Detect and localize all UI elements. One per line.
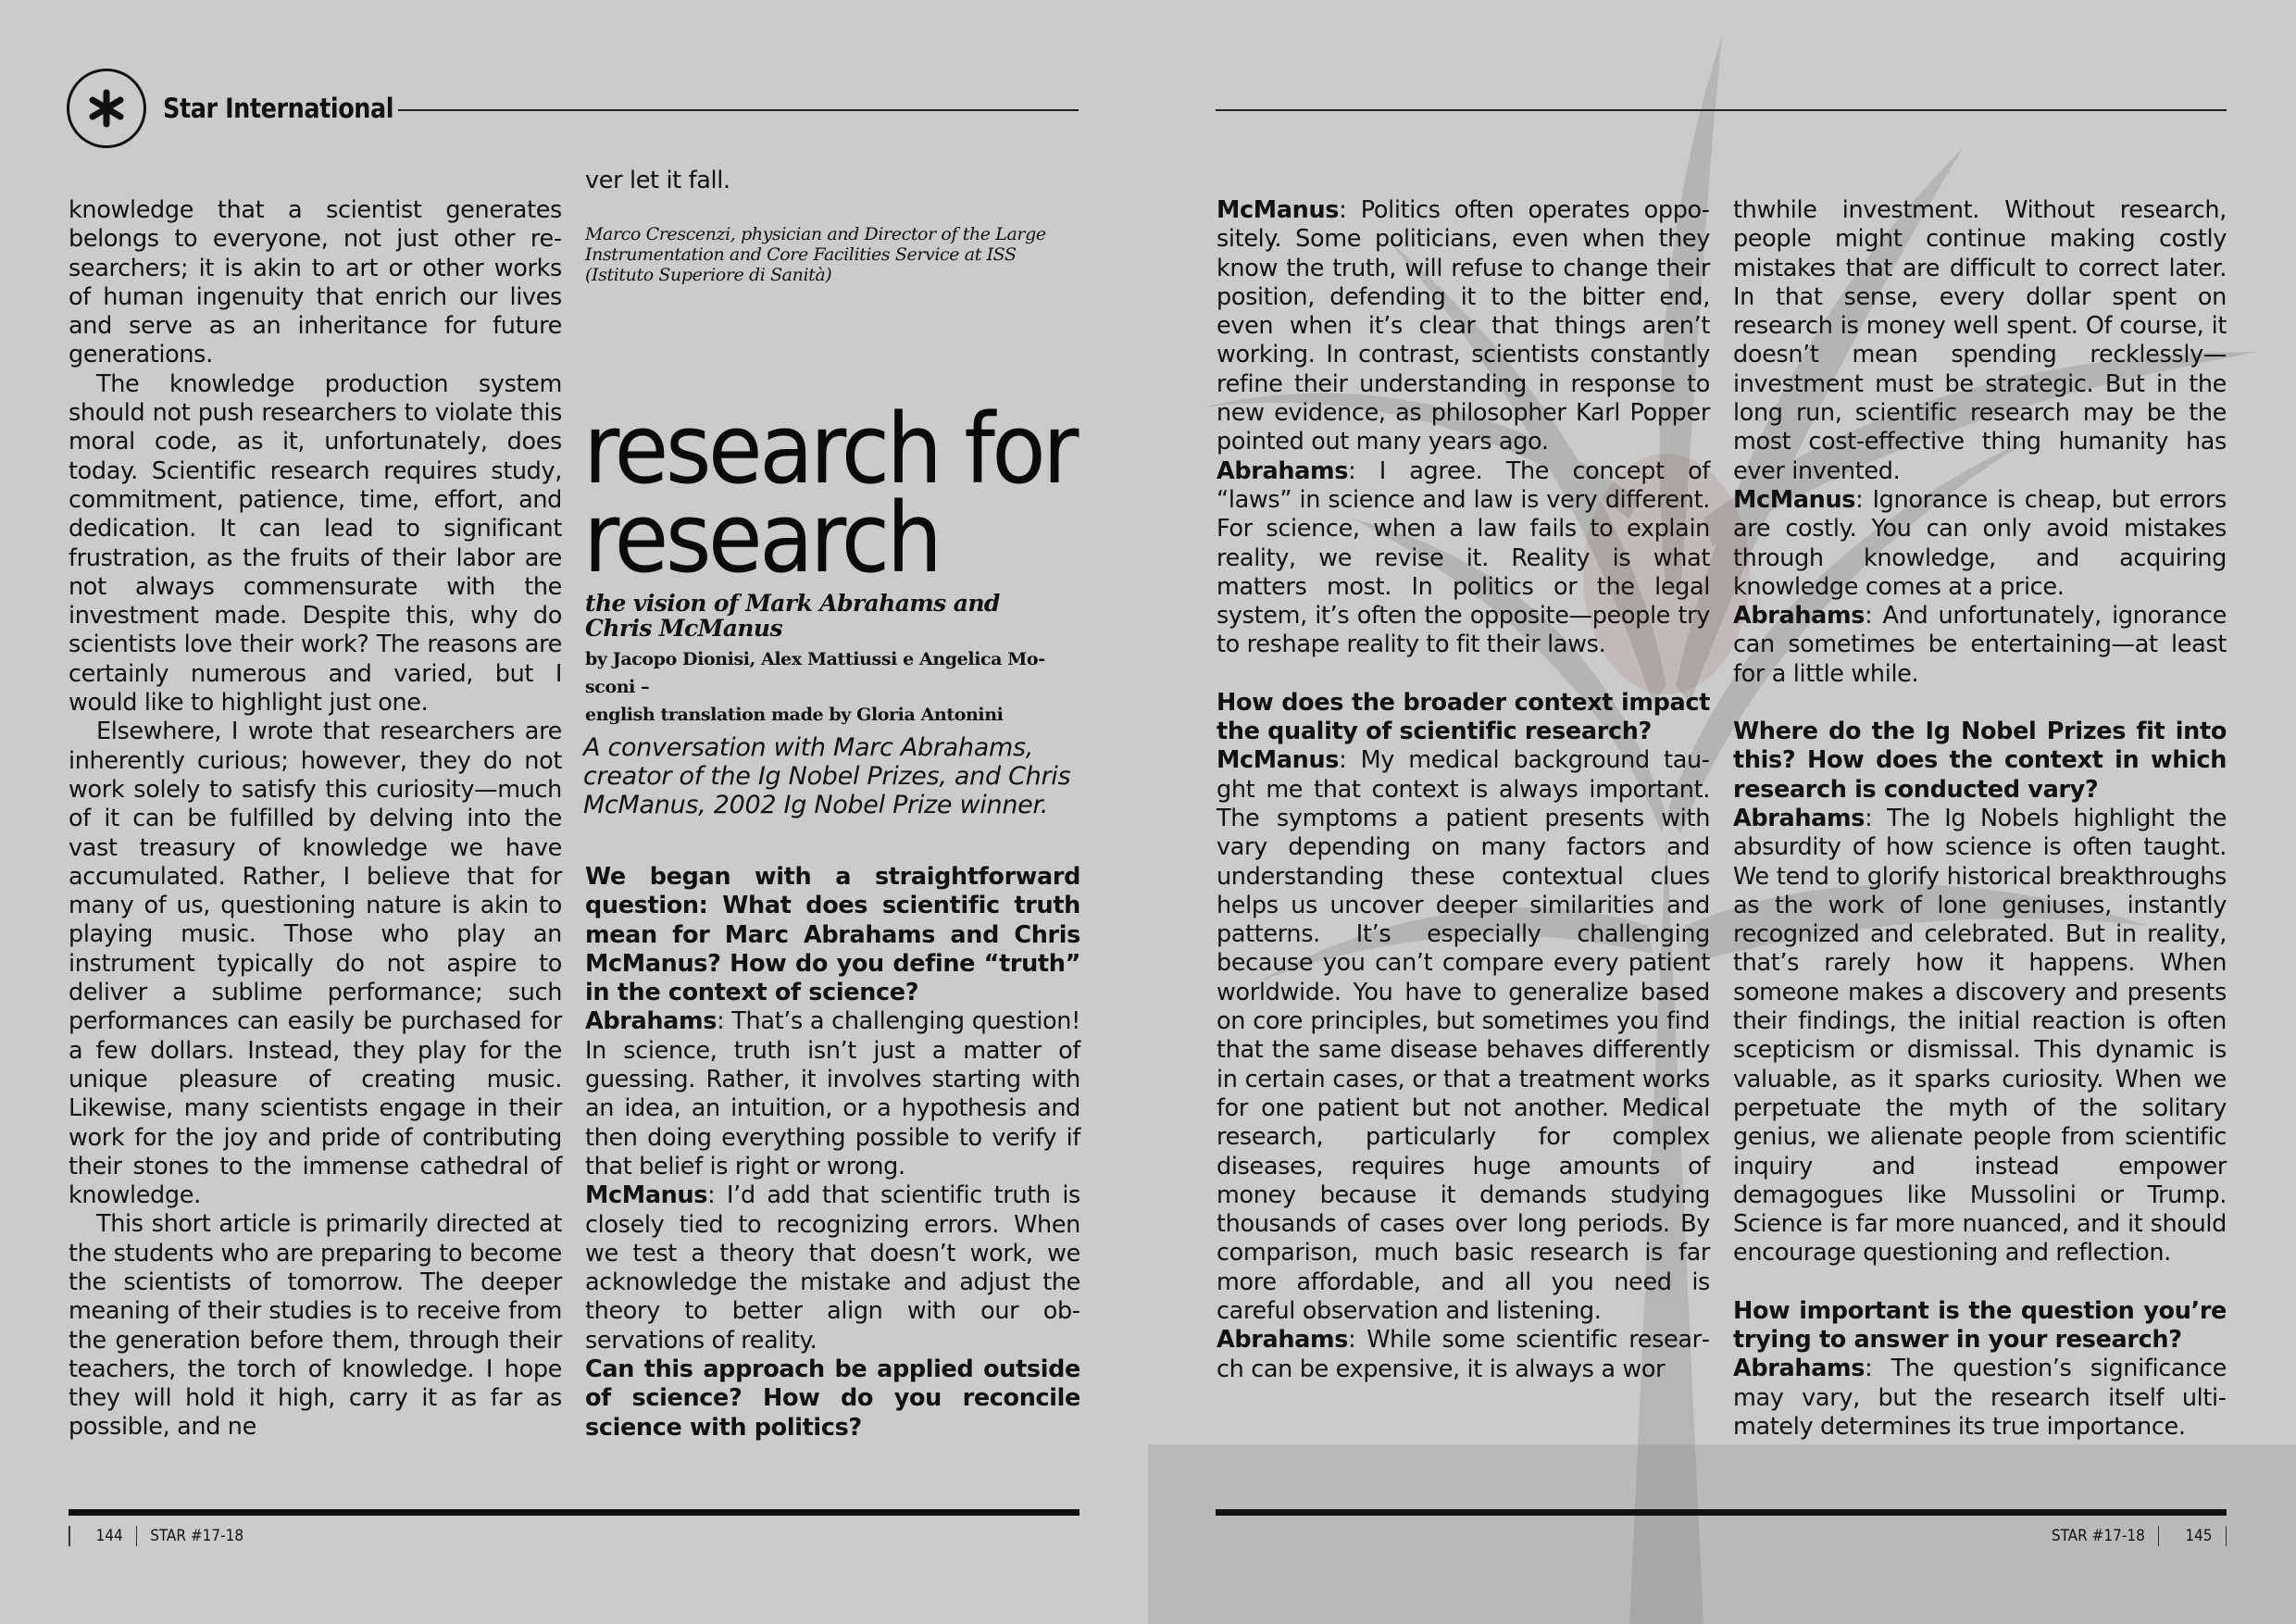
article-lede: A conversation with Marc Abrahams, creator of the Ig Nobel Prizes, and Chris McManus, 2002 Ig Nobel Prize winner. [583, 733, 1071, 819]
paragraph-spacer [1217, 660, 1710, 689]
right-folio [2052, 1526, 2227, 1546]
answer-text: : Politics often operates oppositely. Some politicians, even when they know the truth, will refuse to change their position, defending it to the bitter end, even when it’s clear that things aren’t working. In contrast, scientists constantly refine their understanding in response to new evidence, as philosopher Karl Popper pointed out many years ago. [1217, 196, 1710, 456]
right-page-column-2 [1733, 196, 2227, 1442]
right-page-number: 145 [2185, 1527, 2213, 1545]
continuation-text: ver let it fall. [585, 167, 730, 194]
answer-text: : I agree. The concept of “laws” in science and law is very different. For science, when a law fails to explain reality, we revise it. Reality is what matters most. In politics or the legal system, it’s often the opposite—people try to reshape reality to fit their laws. [1217, 456, 1710, 659]
speaker-name: Abrahams [1733, 602, 1866, 631]
interview-answer [1217, 746, 1710, 1326]
footer-rule-left [69, 1509, 1079, 1516]
body-paragraph: knowledge that a scientist generates belongs to everyone, not just other researchers; it is akin to art or other works of human ingenuity that enrich our lives and serve as an inheritance for future generations. [69, 196, 562, 369]
interview-answer [1733, 1355, 2227, 1442]
speaker-name: Abrahams [1217, 1326, 1349, 1355]
star-logo-icon [67, 69, 146, 148]
answer-text: : I’d add that scientific truth is closely tied to recognizing errors. When we test a theory that doesn’t work, we acknowledge the mistake and adjust the theory to better align with our observations of reality. [585, 1181, 1080, 1355]
answer-text: : While some scientific research can be expensive, it is always a wor [1217, 1326, 1710, 1383]
footer-rule-right [1216, 1509, 2227, 1516]
interview-answer [1733, 602, 2227, 689]
interview-question: Can this approach be applied outside of science? How do you reconcile science with politics? [585, 1355, 1080, 1442]
left-page-column-1 [69, 196, 562, 1443]
byline-translation: english translation made by Gloria Antonini [585, 705, 1004, 725]
headline-line-1: research for [583, 393, 1076, 506]
header-rule-left [398, 109, 1079, 111]
speaker-name: McManus [1217, 196, 1340, 224]
answer-text: : That’s a challenging question! In science, truth isn’t just a matter of guessing. Rather, it involves starting with an idea, an intuition, or a hypothesis and then doing everything possible to verify if that belief is right or wrong. [585, 1007, 1080, 1181]
answer-text: : The question’s significance may vary, but the research itself ultimately determines its true importance. [1733, 1355, 2227, 1441]
speaker-name: McManus [1217, 746, 1340, 775]
header-rule-right [1216, 109, 2227, 111]
byline-authors: by Jacopo Dionisi, Alex Mattiussi e Angelica Mosconi – [585, 649, 1046, 697]
left-page-number: 144 [95, 1527, 123, 1545]
interview-question: How does the broader context impact the quality of scientific research? [1217, 688, 1710, 746]
body-paragraph: The knowledge production system should not push researchers to violate this moral code, as it, unfortunately, does today. Scientific research requires study, commitment, patience, time, effort, and dedication. It can lead to significant frustration, as the fruits of their labor are not always commensurate with the investment made. Despite this, why do scientists love their work? The reasons are certainly numerous and varied, but I would like to highlight just one. [69, 369, 562, 718]
speaker-name: McManus [1733, 485, 1856, 514]
answer-text: : My medical background taught me that context is always important. The symptoms a patient presents with vary depending on many factors and understanding these contextual clues helps us uncover deeper similarities and patterns. It’s especially challenging because you can’t compare every patient worldwide. You have to generalize based on core principles, but sometimes you find that the same disease behaves differently in certain cases, or that a treatment works for one patient but not another. Medical research, particularly for complex diseases, requires huge amounts of money because it demands studying thousands of cases over long periods. By comparison, much basic research is far more affordable, and all you need is careful observation and listening. [1217, 746, 1710, 1325]
interview-question: Where do the Ig Nobel Prizes fit into this? How does the context in which research is conducted vary? [1733, 718, 2227, 804]
interview-answer [585, 1007, 1080, 1181]
interview-question: How important is the question you’re trying to answer in your research? [1733, 1296, 2227, 1354]
left-folio [69, 1526, 243, 1546]
right-page-column-1 [1217, 196, 1710, 1384]
speaker-name: Abrahams [585, 1007, 718, 1036]
body-paragraph: This short article is primarily directed at the students who are preparing to become the scientists of tomorrow. The deeper meaning of their studies is to receive from the generation before them, through their teachers, the torch of knowledge. I hope they will hold it high, carry it as far as possible, and ne [69, 1210, 562, 1442]
left-page-column-2 [585, 863, 1080, 1443]
interview-answer [1217, 1326, 1710, 1384]
left-issue-label: STAR #17-18 [150, 1527, 244, 1545]
speaker-name: Abrahams [1217, 456, 1349, 485]
body-paragraph: thwhile investment. Without research, people might continue making costly mistakes that are difficult to correct later. In that sense, every dollar spent on research is money well spent. Of course, it doesn’t mean spending recklessly—investment must be strategic. But in the long run, scientific research may be the most cost-effective thing humanity has ever invented. [1733, 196, 2227, 485]
interview-answer [1733, 486, 2227, 602]
interview-answer [585, 1181, 1080, 1355]
author-credit: Marco Crescenzi, physician and Director of the Large Instrumentation and Core Facilities Service at ISS (Istituto Superiore di Sanità) [585, 224, 1046, 285]
speaker-name: Abrahams [1733, 1355, 1866, 1383]
interview-answer [1217, 196, 1710, 457]
answer-text: : Ignorance is cheap, but errors are costly. You can only avoid mistakes through knowledge, and acquiring knowledge comes at a price. [1733, 485, 2227, 601]
answer-text: : The Ig Nobels highlight the absurdity of how science is often taught. We tend to glorify historical breakthroughs as the work of lone geniuses, instantly recognized and celebrated. But in reality, that’s rarely how it happens. When someone makes a discovery and presents their findings, the initial reaction is often scepticism or dismissal. This dynamic is valuable, as it sparks curiosity. When we perpetuate the myth of the solitary genius, we alienate people from scientific inquiry and instead empower demagogues like Mussolini or Trump. Science is far more nuanced, and it should encourage questioning and reflection. [1733, 804, 2227, 1268]
interview-answer [1733, 805, 2227, 1268]
folio-divider [2226, 1526, 2227, 1546]
column-2-continuation [585, 167, 1080, 195]
article-subhead: the vision of Mark Abrahams and Chris McManus [585, 590, 1000, 642]
speaker-name: McManus [585, 1181, 708, 1210]
article-headline [583, 393, 1076, 594]
folio-divider [69, 1526, 70, 1546]
interview-answer [1217, 457, 1710, 660]
folio-divider [2158, 1526, 2160, 1546]
paragraph-spacer [1733, 689, 2227, 718]
answer-text: : And unfortunately, ignorance can sometimes be entertaining—at least for a little while. [1733, 602, 2227, 688]
article-byline [585, 645, 1067, 729]
paragraph-spacer [1733, 1268, 2227, 1297]
right-issue-label: STAR #17-18 [2051, 1527, 2145, 1545]
magazine-name: Star International [163, 93, 394, 124]
speaker-name: Abrahams [1733, 804, 1866, 832]
interview-question: We began with a straightforward question: What does scientific truth mean for Marc Abrahams and Chris McManus? How do you define “truth” in the context of science? [585, 863, 1080, 1007]
masthead [67, 67, 425, 150]
body-paragraph: Elsewhere, I wrote that researchers are inherently curious; however, they do not work solely to satisfy this curiosity—much of it can be fulfilled by delving into the vast treasury of knowledge we have accumulated. Rather, I believe that for many of us, questioning nature is akin to playing music. Those who play an instrument typically do not aspire to deliver a sublime performance; such performances can easily be purchased for a few dollars. Instead, they play for the unique pleasure of creating music. Likewise, many scientists engage in their work for the joy and pride of contributing their stones to the immense cathedral of knowledge. [69, 718, 562, 1210]
headline-line-2: research [583, 481, 940, 594]
folio-divider [136, 1526, 138, 1546]
